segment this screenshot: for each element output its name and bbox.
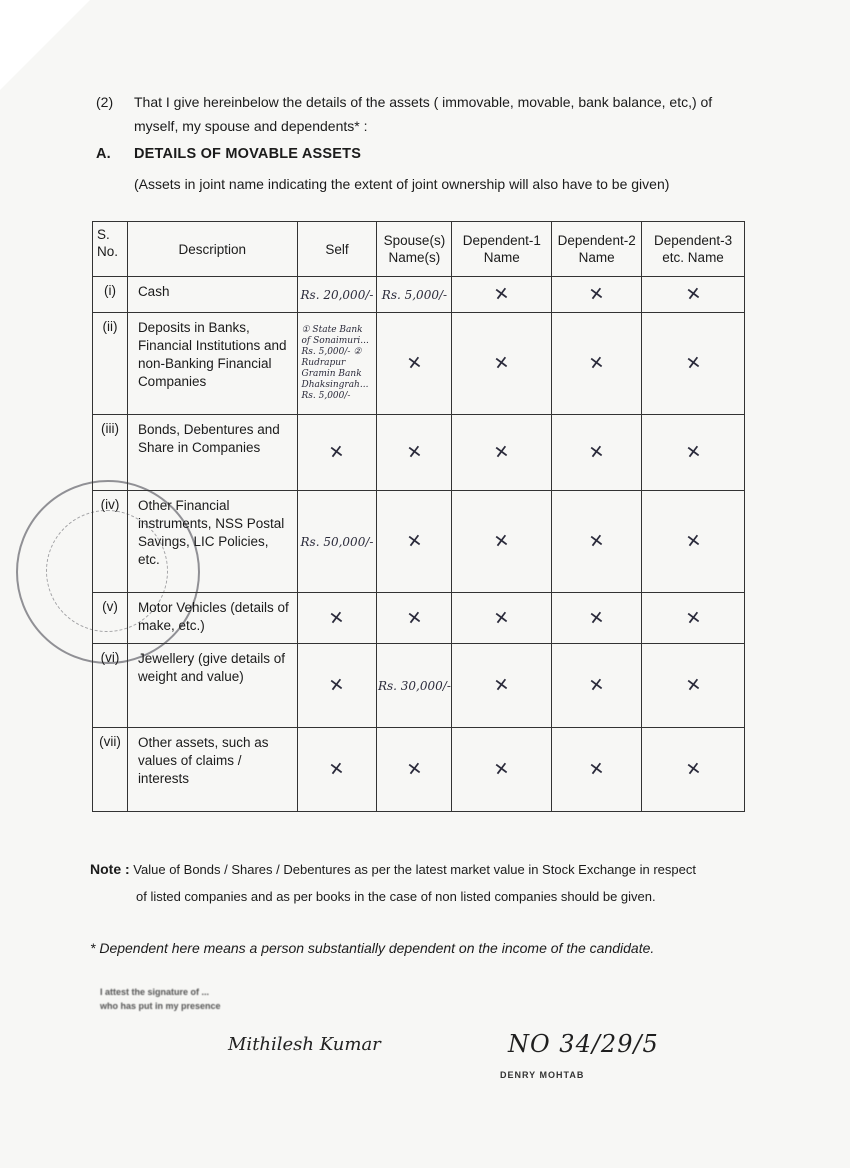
dependent-footnote: * Dependent here means a person substantially dependent on the income of the candidate. [90, 940, 655, 956]
cell-self: ✕ [297, 415, 377, 491]
cell-dependent-2: ✕ [552, 415, 642, 491]
row-description: Cash [127, 277, 297, 313]
row-sno: (vi) [93, 644, 128, 728]
header-self: Self [297, 222, 377, 277]
row-sno: (iv) [93, 491, 128, 593]
header-dependent-3: Dependent-3 etc. Name [642, 222, 745, 277]
table-header-row [93, 222, 745, 277]
cell-self: Rs. 50,000/- [297, 491, 377, 593]
cell-dependent-1: ✕ [452, 491, 552, 593]
section-letter: A. [96, 146, 111, 162]
table-row [93, 644, 745, 728]
header-dependent-1: Dependent-1 Name [452, 222, 552, 277]
cell-dependent-2: ✕ [552, 491, 642, 593]
header-spouse: Spouse(s) Name(s) [377, 222, 452, 277]
cell-dependent-3: ✕ [642, 644, 745, 728]
header-dependent-2: Dependent-2 Name [552, 222, 642, 277]
table-row [93, 491, 745, 593]
valuation-note [90, 856, 750, 910]
section-title: DETAILS OF MOVABLE ASSETS [134, 146, 362, 162]
cell-self: ✕ [297, 593, 377, 644]
row-sno: (iii) [93, 415, 128, 491]
cell-spouse: Rs. 30,000/- [377, 644, 452, 728]
cell-dependent-2: ✕ [552, 644, 642, 728]
cell-dependent-3: ✕ [642, 277, 745, 313]
table-row [93, 415, 745, 491]
cell-spouse: Rs. 5,000/- [377, 277, 452, 313]
cell-self: ① State Bank of Sonaimuri... Rs. 5,000/- ② Rudrapur Gramin Bank Dhaksingrah... Rs. 5,000/- [297, 313, 377, 415]
cell-dependent-2: ✕ [552, 593, 642, 644]
row-sno: (vii) [93, 728, 128, 812]
header-description: Description [127, 222, 297, 277]
movable-assets-table [92, 221, 745, 812]
cell-spouse: ✕ [377, 728, 452, 812]
cell-dependent-3: ✕ [642, 593, 745, 644]
folded-corner [0, 0, 90, 90]
row-description: Jewellery (give details of weight and value) [127, 644, 297, 728]
cell-dependent-3: ✕ [642, 491, 745, 593]
cell-dependent-3: ✕ [642, 728, 745, 812]
cell-self: ✕ [297, 728, 377, 812]
cell-dependent-3: ✕ [642, 415, 745, 491]
cell-dependent-1: ✕ [452, 644, 552, 728]
header-sno: S. No. [93, 222, 128, 277]
note-line-1: Value of Bonds / Shares / Debentures as per the latest market value in Stock Exchange in respect [133, 862, 696, 877]
cell-dependent-2: ✕ [552, 313, 642, 415]
row-description: Bonds, Debentures and Share in Companies [127, 415, 297, 491]
cell-dependent-2: ✕ [552, 277, 642, 313]
cell-dependent-2: ✕ [552, 728, 642, 812]
cell-self: ✕ [297, 644, 377, 728]
row-sno: (i) [93, 277, 128, 313]
table-row [93, 277, 745, 313]
attestation-line-2: who has put in my presence [100, 1001, 221, 1011]
table-row [93, 593, 745, 644]
cell-dependent-1: ✕ [452, 277, 552, 313]
cell-dependent-3: ✕ [642, 313, 745, 415]
note-label: Note : [90, 861, 130, 877]
paragraph-number: (2) [96, 94, 114, 110]
row-description: Other assets, such as values of claims / interests [127, 728, 297, 812]
signature-left: Mithilesh Kumar [228, 1034, 381, 1055]
cell-dependent-1: ✕ [452, 313, 552, 415]
row-description: Motor Vehicles (details of make, etc.) [127, 593, 297, 644]
section-subtitle: (Assets in joint name indicating the extent of joint ownership will also have to be given) [134, 176, 670, 192]
row-sno: (v) [93, 593, 128, 644]
cell-spouse: ✕ [377, 415, 452, 491]
paragraph-text: That I give hereinbelow the details of the assets ( immovable, movable, bank balance, etc,) of myself, my spouse and dependents* : [134, 94, 713, 134]
cell-dependent-1: ✕ [452, 728, 552, 812]
row-description: Other Financial instruments, NSS Postal Savings, LIC Policies, etc. [127, 491, 297, 593]
cell-dependent-1: ✕ [452, 415, 552, 491]
cell-spouse: ✕ [377, 593, 452, 644]
table-row [93, 313, 745, 415]
cell-self: Rs. 20,000/- [297, 277, 377, 313]
cell-spouse: ✕ [377, 313, 452, 415]
attestation-line-1: I attest the signature of ... [100, 987, 210, 997]
table-row [93, 728, 745, 812]
row-description: Deposits in Banks, Financial Institutions and non-Banking Financial Companies [127, 313, 297, 415]
signature-right-caption: DENRY MOHTAB [500, 1070, 585, 1080]
attestation-text [100, 985, 221, 1013]
row-sno: (ii) [93, 313, 128, 415]
signature-right: NO 34/29/5 [508, 1030, 659, 1058]
cell-dependent-1: ✕ [452, 593, 552, 644]
note-line-2: of listed companies and as per books in the case of non listed companies should be given. [136, 889, 656, 904]
cell-spouse: ✕ [377, 491, 452, 593]
